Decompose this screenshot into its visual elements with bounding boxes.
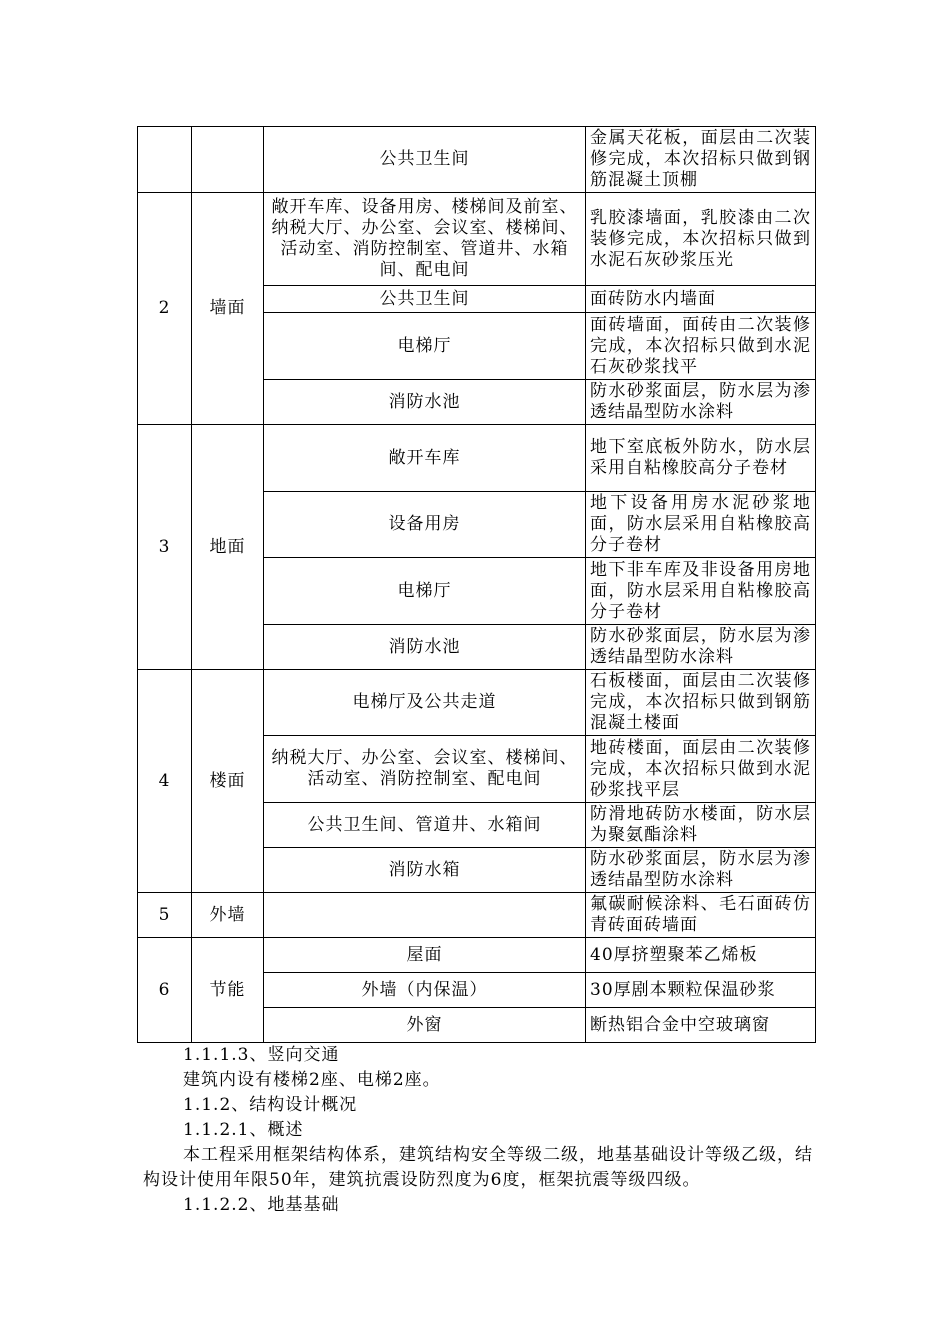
body-text: [143, 1043, 823, 1218]
location-cell: 消防水池: [264, 380, 586, 425]
location-cell: 电梯厅: [264, 558, 586, 625]
row-number-cell: 5: [138, 893, 192, 938]
location-cell: 消防水池: [264, 625, 586, 670]
description-cell: 面砖墙面，面砖由二次装修完成，本次招标只做到水泥石灰砂浆找平: [586, 313, 816, 380]
category-cell: 楼面: [192, 670, 264, 893]
description-cell: 乳胶漆墙面，乳胶漆由二次装修完成，本次招标只做到水泥石灰砂浆压光: [586, 193, 816, 286]
description-cell: 地下室底板外防水，防水层采用自粘橡胶高分子卷材: [586, 425, 816, 492]
category-cell: 外墙: [192, 893, 264, 938]
location-cell: 电梯厅: [264, 313, 586, 380]
row-number-cell: 2: [138, 193, 192, 425]
description-cell: 石板楼面，面层由二次装修完成，本次招标只做到钢筋混凝土楼面: [586, 670, 816, 736]
location-cell: 外窗: [264, 1008, 586, 1043]
paragraph-vertical-transport: 建筑内设有楼梯2座、电梯2座。: [183, 1070, 441, 1090]
section-heading-1-1-2-2: 1.1.2.2、地基基础: [183, 1195, 340, 1215]
description-cell: 地下设备用房水泥砂浆地面，防水层采用自粘橡胶高分子卷材: [586, 492, 816, 558]
location-cell: 公共卫生间、管道井、水箱间: [264, 803, 586, 848]
location-cell: 设备用房: [264, 492, 586, 558]
location-cell: 纳税大厅、办公室、会议室、楼梯间、活动室、消防控制室、配电间: [264, 736, 586, 803]
table-row: [138, 425, 816, 492]
table-row: [138, 938, 816, 973]
description-cell: 断热铝合金中空玻璃窗: [586, 1008, 816, 1043]
category-cell: [192, 127, 264, 193]
location-cell: 公共卫生间: [264, 127, 586, 193]
location-cell: 敞开车库、设备用房、楼梯间及前室、纳税大厅、办公室、会议室、楼梯间、活动室、消防控制室、管道井、水箱间、配电间: [264, 193, 586, 286]
row-number-cell: 3: [138, 425, 192, 670]
description-cell: 金属天花板，面层由二次装修完成，本次招标只做到钢筋混凝土顶棚: [586, 127, 816, 193]
location-cell: 敞开车库: [264, 425, 586, 492]
row-number-cell: 6: [138, 938, 192, 1043]
description-cell: 40厚挤塑聚苯乙烯板: [586, 938, 816, 973]
description-cell: 30厚剧本颗粒保温砂浆: [586, 973, 816, 1008]
table-row: [138, 670, 816, 736]
location-cell: 消防水箱: [264, 848, 586, 893]
row-number-cell: 4: [138, 670, 192, 893]
row-number-cell: [138, 127, 192, 193]
location-cell: 外墙（内保温）: [264, 973, 586, 1008]
description-cell: 防水砂浆面层，防水层为渗透结晶型防水涂料: [586, 380, 816, 425]
table-row: [138, 893, 816, 938]
description-cell: 防水砂浆面层，防水层为渗透结晶型防水涂料: [586, 625, 816, 670]
description-cell: 地下非车库及非设备用房地面，防水层采用自粘橡胶高分子卷材: [586, 558, 816, 625]
category-cell: 节能: [192, 938, 264, 1043]
location-cell: 公共卫生间: [264, 286, 586, 313]
category-cell: 墙面: [192, 193, 264, 425]
category-cell: 地面: [192, 425, 264, 670]
section-heading-1-1-2: 1.1.2、结构设计概况: [183, 1095, 358, 1115]
location-cell: 屋面: [264, 938, 586, 973]
description-cell: 防水砂浆面层，防水层为渗透结晶型防水涂料: [586, 848, 816, 893]
table-row: [138, 127, 816, 193]
description-cell: 面砖防水内墙面: [586, 286, 816, 313]
location-cell: 电梯厅及公共走道: [264, 670, 586, 736]
description-cell: 氟碳耐候涂料、毛石面砖仿青砖面砖墙面: [586, 893, 816, 938]
specification-table: [137, 126, 816, 1043]
table-row: [138, 193, 816, 286]
section-heading-1-1-2-1: 1.1.2.1、概述: [183, 1120, 304, 1140]
description-cell: 防滑地砖防水楼面，防水层为聚氨酯涂料: [586, 803, 816, 848]
section-heading-1-1-1-3: 1.1.1.3、竖向交通: [183, 1045, 340, 1065]
paragraph-structure-overview: 本工程采用框架结构体系，建筑结构安全等级二级，地基基础设计等级乙级，结构设计使用年限50年，建筑抗震设防烈度为6度，框架抗震等级四级。: [143, 1145, 813, 1190]
description-cell: 地砖楼面，面层由二次装修完成，本次招标只做到水泥砂浆找平层: [586, 736, 816, 803]
location-cell: [264, 893, 586, 938]
